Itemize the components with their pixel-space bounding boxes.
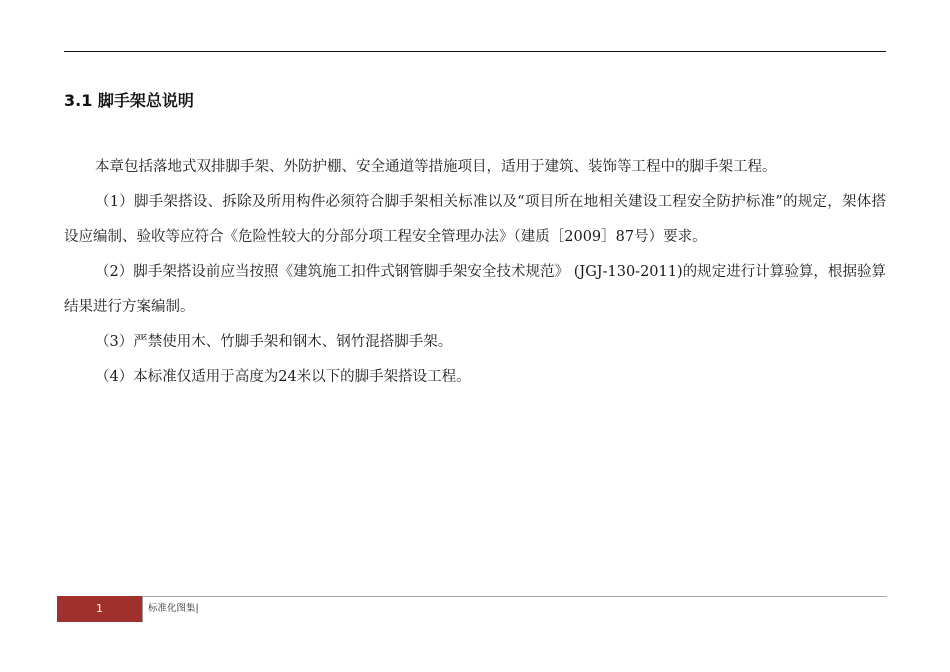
clause-4-paragraph: （4）本标准仅适用于高度为24米以下的脚手架搭设工程。: [95, 369, 471, 385]
clause-1-paragraph: （1）脚手架搭设、拆除及所用构件必须符合脚手架相关标准以及“项目所在地相关建设工程安全防护标准”的规定，架体搭设应编制、验收等应符合《危险性较大的分部分项工程安全管理办法》（建质［2009］87号）要求。: [64, 194, 886, 245]
clause-2-paragraph: （2）脚手架搭设前应当按照《建筑施工扣件式钢管脚手架安全技术规范》 (JGJ-130-2011)的规定进行计算验算，根据验算结果进行方案编制。: [64, 264, 886, 315]
page-footer: [57, 596, 887, 622]
intro-paragraph: 本章包括落地式双排脚手架、外防护棚、安全通道等措施项目，适用于建筑、装饰等工程中的脚手架工程。: [95, 159, 777, 175]
document-body: [64, 150, 886, 395]
footer-divider: [142, 596, 143, 622]
clause-3-paragraph: （3）严禁使用木、竹脚手架和钢木、钢竹混搭脚手架。: [95, 334, 453, 350]
section-title: 3.1 脚手架总说明: [64, 91, 194, 110]
page-number: 1: [96, 602, 103, 615]
footer-label: 标准化图集|: [148, 603, 199, 614]
header-rule: [64, 51, 886, 52]
